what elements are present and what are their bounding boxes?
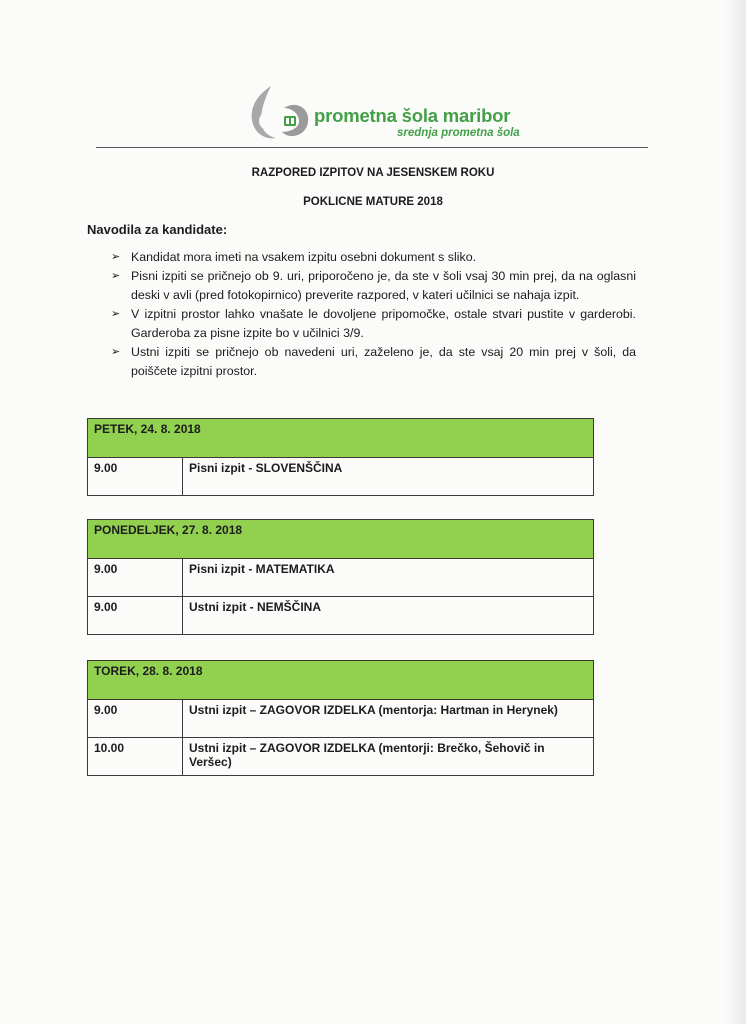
- exam-time: 9.00: [88, 700, 183, 738]
- exam-name: Ustni izpit - NEMŠČINA: [183, 597, 594, 635]
- instructions-heading: Navodila za kandidate:: [87, 222, 228, 237]
- exam-time: 9.00: [88, 559, 183, 597]
- instruction-item: [111, 248, 636, 267]
- page-edge-shadow: [724, 0, 746, 1024]
- exam-time: 10.00: [88, 738, 183, 776]
- exam-name: Pisni izpit - MATEMATIKA: [183, 559, 594, 597]
- exam-name: Pisni izpit - SLOVENŠČINA: [183, 458, 594, 496]
- table-row: [88, 738, 594, 776]
- instruction-item: [111, 343, 636, 381]
- schedule-table-petek: [87, 418, 594, 496]
- arrow-bullet-icon: ➢: [111, 308, 121, 320]
- school-logo: [244, 82, 520, 144]
- arrow-bullet-icon: ➢: [111, 251, 121, 263]
- exam-time: 9.00: [88, 458, 183, 496]
- instruction-text: Ustni izpiti se pričnejo ob navedeni uri, zaželeno je, da ste vsaj 20 min prej v šoli, da poiščete izpitni prostor.: [131, 345, 636, 378]
- school-logo-mark: [244, 82, 314, 144]
- schedule-table-ponedeljek: [87, 519, 594, 635]
- table-row: [88, 700, 594, 738]
- school-name: prometna šola maribor: [314, 105, 511, 126]
- table-row: [88, 458, 594, 496]
- schedule-date-header: TOREK, 28. 8. 2018: [88, 661, 594, 700]
- exam-name: Ustni izpit – ZAGOVOR IZDELKA (mentorji: Brečko, Šehovič in Veršec): [183, 738, 594, 776]
- school-subtitle: srednja prometna šola: [397, 127, 520, 139]
- instruction-text: Pisni izpiti se pričnejo ob 9. uri, priporočeno je, da ste v šoli vsaj 30 min prej, da na oglasni deski v avli (pred fotokopirnico) preverite razpored, v kateri učilnici se nahaja izpit.: [131, 269, 636, 302]
- logo-mark-text: 60: [244, 82, 246, 83]
- instructions-list: [111, 248, 636, 381]
- schedule-table-torek: [87, 660, 594, 776]
- arrow-bullet-icon: ➢: [111, 346, 121, 358]
- exam-name: Ustni izpit – ZAGOVOR IZDELKA (mentorja: Hartman in Herynek): [183, 700, 594, 738]
- schedule-date-header: PONEDELJEK, 27. 8. 2018: [88, 520, 594, 559]
- table-row: [88, 597, 594, 635]
- table-row: [88, 559, 594, 597]
- document-title: RAZPORED IZPITOV NA JESENSKEM ROKU: [251, 167, 495, 179]
- header-rule: [96, 147, 648, 148]
- arrow-bullet-icon: ➢: [111, 270, 121, 282]
- instruction-item: [111, 305, 636, 343]
- exam-time: 9.00: [88, 597, 183, 635]
- instruction-item: [111, 267, 636, 305]
- instruction-text: Kandidat mora imeti na vsakem izpitu osebni dokument s sliko.: [131, 250, 477, 264]
- instruction-text: V izpitni prostor lahko vnašate le dovoljene pripomočke, ostale stvari pustite v garderobi. Garderoba za pisne izpite bo v učilnici 3/9.: [131, 307, 636, 340]
- schedule-date-header: PETEK, 24. 8. 2018: [88, 419, 594, 458]
- document-subtitle: POKLICNE MATURE 2018: [303, 196, 443, 208]
